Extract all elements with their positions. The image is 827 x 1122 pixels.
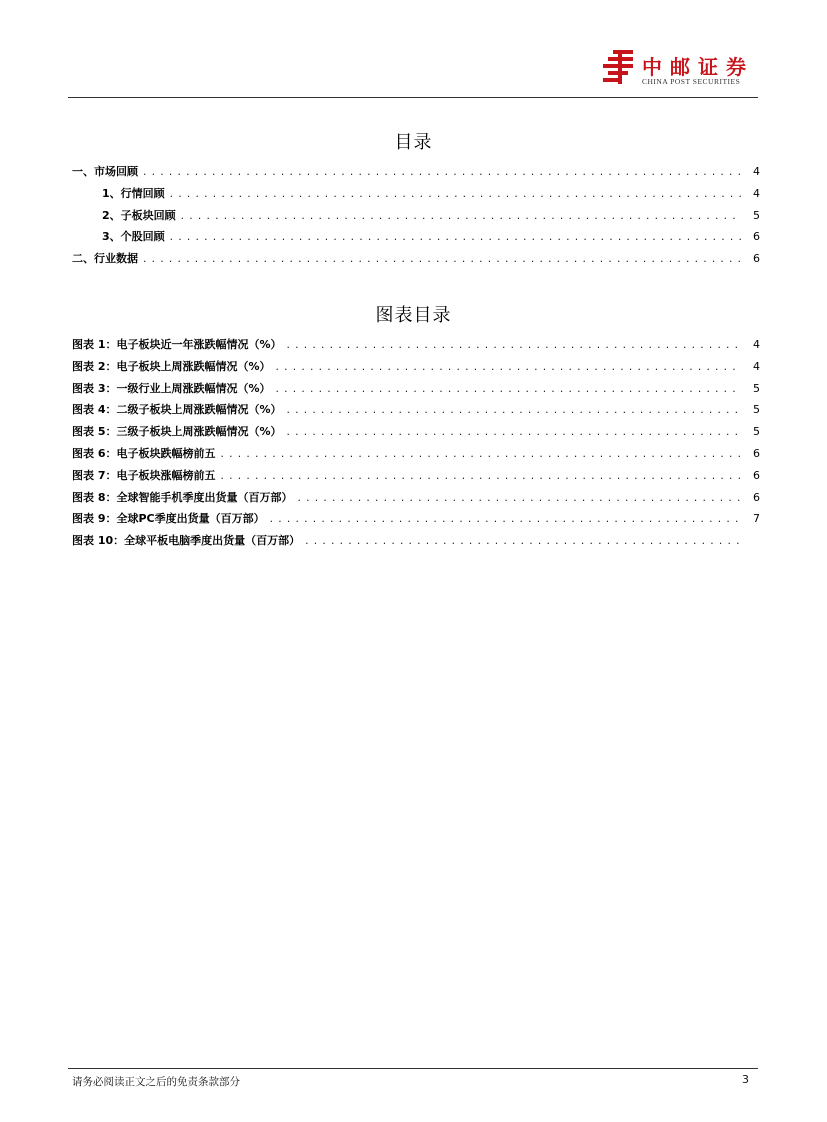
toc-entry-label: 3、个股回顾 bbox=[102, 230, 165, 244]
chart-toc-entry[interactable] bbox=[72, 489, 760, 511]
chart-toc-entry-label: 图表 9：全球PC季度出货量（百万部） bbox=[72, 512, 265, 526]
chart-toc-entry[interactable] bbox=[72, 510, 760, 532]
toc-entry-label: 二、行业数据 bbox=[72, 252, 138, 266]
chart-toc-entry-label: 图表 6：电子板块跌幅榜前五 bbox=[72, 446, 216, 460]
chart-toc-entry[interactable] bbox=[72, 423, 760, 445]
toc-entry[interactable] bbox=[72, 185, 760, 207]
page-number: 3 bbox=[742, 1073, 749, 1086]
chart-toc-entry-page: 4 bbox=[753, 338, 760, 351]
chart-toc-entry-page: 6 bbox=[753, 446, 760, 460]
brand-name-en: CHINA POST SECURITIES bbox=[642, 77, 741, 86]
chart-toc-entry-page: 5 bbox=[753, 403, 760, 417]
dot-leader bbox=[142, 255, 742, 265]
contents-list bbox=[72, 163, 760, 272]
chart-toc-entry-label: 图表 1：电子板块近一年涨跌幅情况（%） bbox=[72, 338, 282, 351]
chart-toc-entry-label: 图表 3：一级行业上周涨跌幅情况（%） bbox=[72, 381, 271, 395]
chart-toc-entry[interactable] bbox=[72, 445, 760, 467]
dot-leader bbox=[286, 341, 742, 351]
chart-toc-entry-label: 图表 8：全球智能手机季度出货量（百万部） bbox=[72, 490, 293, 504]
dot-leader bbox=[142, 168, 742, 178]
chart-toc-entry-label: 图表 10：全球平板电脑季度出货量（百万部） bbox=[72, 534, 301, 548]
dot-leader bbox=[269, 515, 742, 525]
chart-toc-entry[interactable] bbox=[72, 358, 760, 380]
chart-toc-entry-label: 图表 5：三级子板块上周涨跌幅情况（%） bbox=[72, 425, 282, 439]
toc-entry-label: 2、子板块回顾 bbox=[102, 208, 176, 222]
contents-title: 目录 bbox=[394, 132, 433, 153]
chart-toc-entry-label: 图表 7：电子板块涨幅榜前五 bbox=[72, 468, 216, 482]
toc-entry[interactable] bbox=[72, 163, 760, 185]
toc-entry-label: 一、市场回顾 bbox=[72, 165, 138, 178]
toc-entry-page: 4 bbox=[753, 186, 760, 200]
chart-toc-entry-page: 4 bbox=[753, 359, 760, 373]
chart-toc-entry-page: 5 bbox=[753, 425, 760, 439]
chart-toc-entry-label: 图表 4：二级子板块上周涨跌幅情况（%） bbox=[72, 403, 282, 417]
dot-leader bbox=[169, 190, 742, 200]
header-divider bbox=[68, 97, 758, 98]
footer-disclaimer: 请务必阅读正文之后的免责条款部分 bbox=[72, 1076, 240, 1088]
toc-entry-page: 5 bbox=[753, 208, 760, 222]
dot-leader bbox=[296, 494, 742, 504]
toc-entry-page: 6 bbox=[753, 252, 760, 266]
charts-list bbox=[72, 336, 760, 554]
chart-toc-entry[interactable] bbox=[72, 532, 760, 554]
toc-entry-label: 1、行情回顾 bbox=[102, 186, 165, 200]
dot-leader bbox=[219, 450, 742, 460]
charts-title: 图表目录 bbox=[375, 305, 452, 326]
chart-toc-entry-page: 6 bbox=[753, 490, 760, 504]
chart-toc-entry-label: 图表 2：电子板块上周涨跌幅情况（%） bbox=[72, 359, 271, 373]
chart-toc-entry[interactable] bbox=[72, 336, 760, 358]
dot-leader bbox=[169, 233, 742, 243]
chart-toc-entry-page: 7 bbox=[753, 512, 760, 526]
dot-leader bbox=[286, 428, 742, 438]
page-header bbox=[0, 0, 827, 100]
dot-leader bbox=[275, 363, 742, 373]
china-post-logo-icon bbox=[599, 48, 637, 86]
dot-leader bbox=[219, 472, 742, 482]
chart-toc-entry[interactable] bbox=[72, 380, 760, 402]
dot-leader bbox=[275, 385, 742, 395]
dot-leader bbox=[286, 406, 742, 416]
toc-entry-page: 6 bbox=[753, 230, 760, 244]
footer-divider bbox=[68, 1068, 758, 1069]
chart-toc-entry-page: 6 bbox=[753, 468, 760, 482]
dot-leader bbox=[304, 537, 742, 547]
chart-toc-entry-page: 5 bbox=[753, 381, 760, 395]
toc-entry-page: 4 bbox=[753, 165, 760, 178]
dot-leader bbox=[180, 212, 742, 222]
chart-toc-entry[interactable] bbox=[72, 401, 760, 423]
brand-name-cn: 中邮证券 bbox=[642, 55, 754, 79]
toc-entry[interactable] bbox=[72, 207, 760, 229]
toc-entry[interactable] bbox=[72, 228, 760, 250]
chart-toc-entry[interactable] bbox=[72, 467, 760, 489]
toc-entry[interactable] bbox=[72, 250, 760, 272]
